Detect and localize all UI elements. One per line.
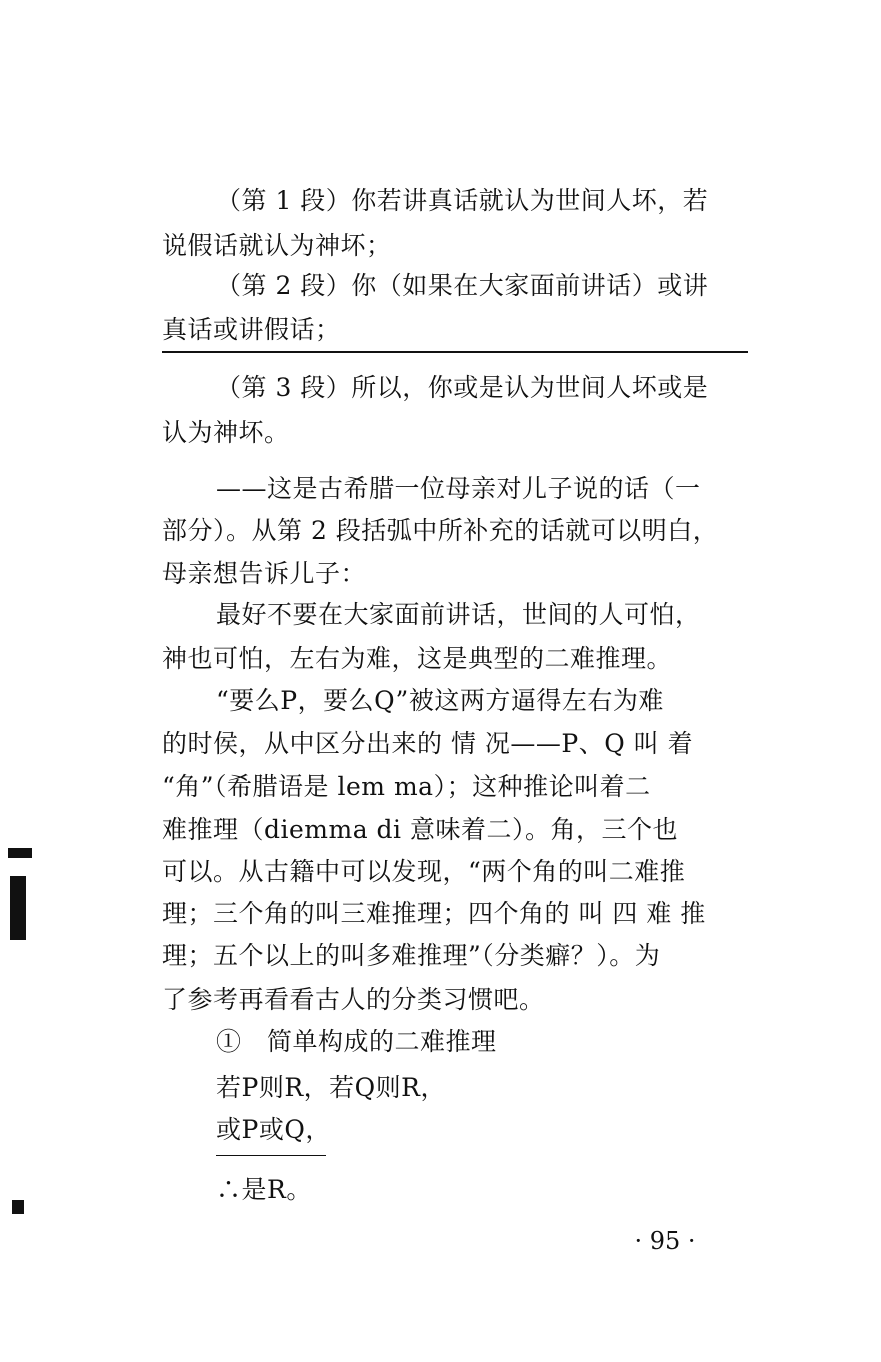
text-line: “要么P，要么Q”被这两方逼得左右为难 bbox=[216, 686, 664, 715]
text-line: 最好不要在大家面前讲话，世间的人可怕， bbox=[216, 600, 701, 629]
text-line: “角”（希腊语是 lem ma）；这种推论叫着二 bbox=[162, 772, 651, 801]
text-line: 真话或讲假话； bbox=[162, 315, 341, 344]
text-line: 若P则R，若Q则R， bbox=[216, 1073, 446, 1102]
text-line: ∴是R。 bbox=[216, 1175, 312, 1204]
text-line: 部分）。从第 2 段括弧中所补充的话就可以明白， bbox=[162, 516, 719, 545]
text-line: （第 3 段）所以，你或是认为世间人坏或是 bbox=[216, 373, 709, 402]
text-line: 可以。从古籍中可以发现，“两个角的叫二难推 bbox=[162, 857, 686, 886]
page-number: · 95 · bbox=[634, 1227, 696, 1255]
text-line: 说假话就认为神坏； bbox=[162, 231, 392, 260]
scan-artifact bbox=[8, 848, 32, 858]
text-line: 理；五个以上的叫多难推理”（分类癖？）。为 bbox=[162, 941, 661, 970]
text-line: ① 简单构成的二难推理 bbox=[216, 1027, 497, 1056]
syllogism-divider-line bbox=[162, 351, 748, 353]
premise-divider-line bbox=[216, 1155, 326, 1156]
text-line: 理；三个角的叫三难推理；四个角的 叫 四 难 推 bbox=[162, 899, 706, 928]
text-line: 的时侯，从中区分出来的 情 况——P、Q 叫 着 bbox=[162, 729, 694, 758]
text-line: 或P或Q， bbox=[216, 1115, 331, 1144]
text-line: 母亲想告诉儿子： bbox=[162, 559, 367, 588]
scan-artifact bbox=[12, 1200, 24, 1214]
text-line: （第 2 段）你（如果在大家面前讲话）或讲 bbox=[216, 271, 709, 300]
scan-artifact bbox=[10, 876, 26, 940]
text-line: 难推理（diemma di 意味着二）。角，三个也 bbox=[162, 815, 679, 844]
text-line: 认为神坏。 bbox=[162, 418, 290, 447]
text-line: 了参考再看看古人的分类习惯吧。 bbox=[162, 985, 545, 1014]
text-line: ——这是古希腊一位母亲对儿子说的话（一 bbox=[216, 474, 701, 503]
text-line: 神也可怕，左右为难，这是典型的二难推理。 bbox=[162, 644, 673, 673]
text-line: （第 1 段）你若讲真话就认为世间人坏，若 bbox=[216, 186, 709, 215]
